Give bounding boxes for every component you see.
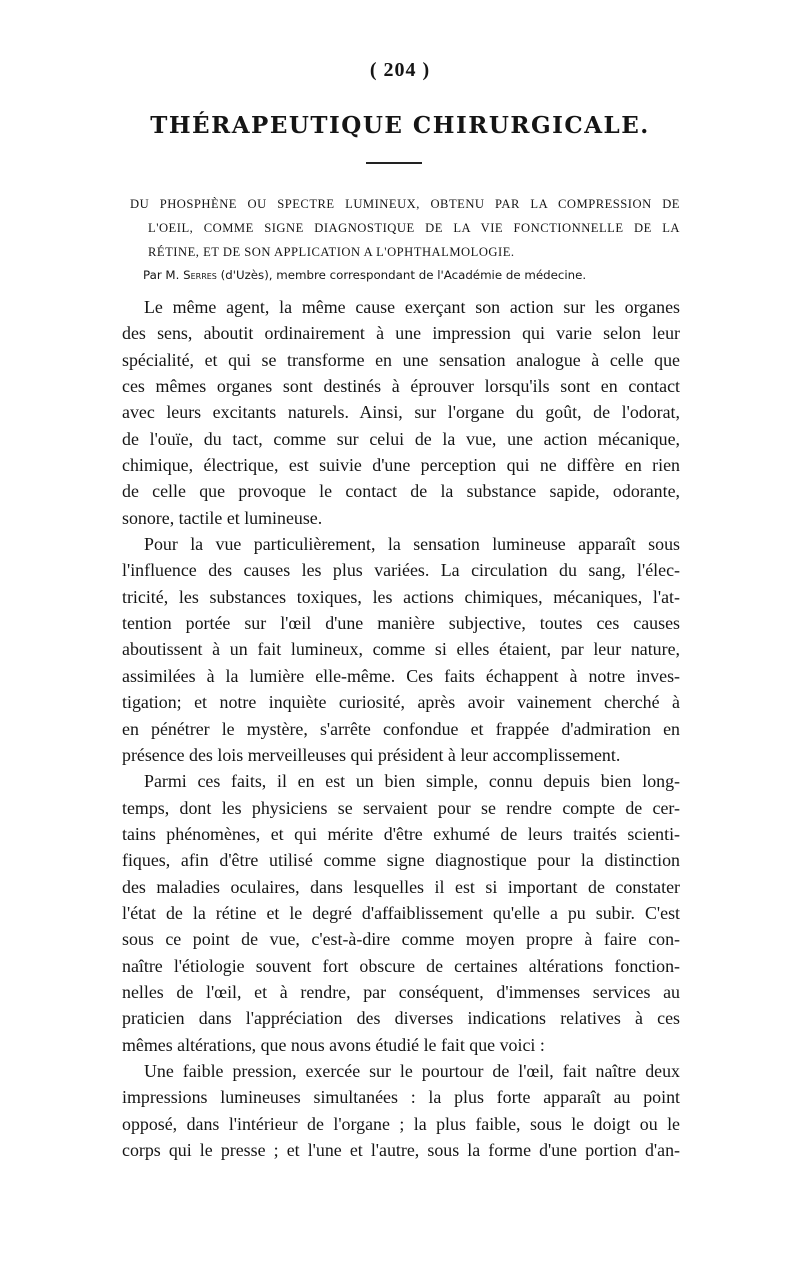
- text-line: présence des lois merveilleuses qui président à leur accomplissement.: [122, 744, 621, 765]
- text-line: avec leurs excitants naturels. Ainsi, sur l'organe du goût, de l'odorat,: [122, 402, 680, 423]
- text-line: tains phénomènes, et qui mérite d'être exhumé de leurs traités scienti-: [122, 823, 680, 844]
- article-body: [122, 294, 680, 1163]
- text-line: Parmi ces faits, il en est un bien simple, connu depuis bien long-: [144, 771, 680, 792]
- text-line: sonore, tactile et lumineuse.: [122, 507, 323, 528]
- text-line: l'état de la rétine et le degré d'affaiblissement qu'elle a pu subir. C'est: [122, 902, 680, 923]
- text-line: tention portée sur l'œil d'une manière subjective, toutes ces causes: [122, 613, 680, 634]
- text-line: des sens, aboutit ordinairement à une impression qui varie selon leur: [122, 323, 680, 344]
- text-line: de l'ouïe, du tact, comme sur celui de la vue, une action mécanique,: [122, 428, 680, 449]
- author-prefix: Par M.: [143, 268, 180, 282]
- text-line: tigation; et notre inquiète curiosité, après avoir vainement cherché à: [122, 692, 680, 713]
- text-line: sous ce point de vue, c'est-à-dire comme moyen propre à faire con-: [122, 929, 680, 950]
- text-line: mêmes altérations, que nous avons étudié le fait que voici :: [122, 1034, 545, 1055]
- author-details: (d'Uzès), membre correspondant de l'Académie de médecine.: [220, 268, 587, 282]
- text-line: des maladies oculaires, dans lesquelles il est si important de constater: [122, 876, 680, 897]
- text-line: chimique, électrique, est suivie d'une perception qui ne diffère en rien: [122, 455, 680, 476]
- text-line: tricité, les substances toxiques, les actions chimiques, mécaniques, l'at-: [122, 586, 680, 607]
- subject-line: DU PHOSPHÈNE OU SPECTRE LUMINEUX, OBTENU PAR LA COMPRESSION DE: [130, 197, 680, 211]
- text-line: l'influence des causes les plus variées. La circulation du sang, l'élec-: [122, 560, 680, 581]
- text-line: de celle que provoque le contact de la substance sapide, odorante,: [122, 481, 680, 502]
- page-number: ( 204 ): [369, 59, 431, 81]
- author-name: Serres: [183, 268, 217, 282]
- text-line: ces mêmes organes sont destinés à éprouver lorsqu'ils sont en contact: [122, 376, 680, 397]
- subject-line: RÉTINE, ET DE SON APPLICATION A L'OPHTHALMOLOGIE.: [148, 245, 515, 259]
- title-divider: [366, 162, 422, 164]
- text-line: naître l'étiologie souvent fort obscure de certaines altérations fonction-: [122, 955, 680, 976]
- author-line: [143, 267, 683, 283]
- text-line: assimilées à la lumière elle-même. Ces faits échappent à notre inves-: [122, 665, 680, 686]
- text-line: impressions lumineuses simultanées : la plus forte apparaît au point: [122, 1087, 680, 1108]
- text-line: aboutissent à un fait lumineux, comme si elles étaient, par leur nature,: [122, 639, 680, 660]
- text-line: praticien dans l'appréciation des diverses indications relatives à ces: [122, 1008, 680, 1029]
- subject-line: L'OEIL, COMME SIGNE DIAGNOSTIQUE DE LA VIE FONCTIONNELLE DE LA: [148, 221, 680, 235]
- text-line: spécialité, et qui se transforme en une sensation analogue à celle que: [122, 349, 680, 370]
- article-subject: [130, 192, 680, 264]
- text-line: fiques, afin d'être utilisé comme signe diagnostique pour la distinction: [122, 850, 680, 871]
- text-line: nelles de l'œil, et à rendre, par conséquent, d'immenses services au: [122, 981, 680, 1002]
- text-line: temps, dont les physiciens se servaient pour se rendre compte de cer-: [122, 797, 680, 818]
- section-title: THÉRAPEUTIQUE CHIRURGICALE.: [150, 112, 650, 139]
- text-line: corps qui le presse ; et l'une et l'autre, sous la forme d'une portion d'an-: [122, 1140, 680, 1160]
- text-line: Pour la vue particulièrement, la sensation lumineuse apparaît sous: [144, 534, 680, 555]
- text-line: Le même agent, la même cause exerçant son action sur les organes: [144, 297, 680, 317]
- text-line: en pénétrer le mystère, s'arrête confondue et frappée d'admiration en: [122, 718, 680, 739]
- text-line: opposé, dans l'intérieur de l'organe ; la plus faible, sous le doigt ou le: [122, 1113, 680, 1134]
- text-line: Une faible pression, exercée sur le pourtour de l'œil, fait naître deux: [144, 1060, 680, 1081]
